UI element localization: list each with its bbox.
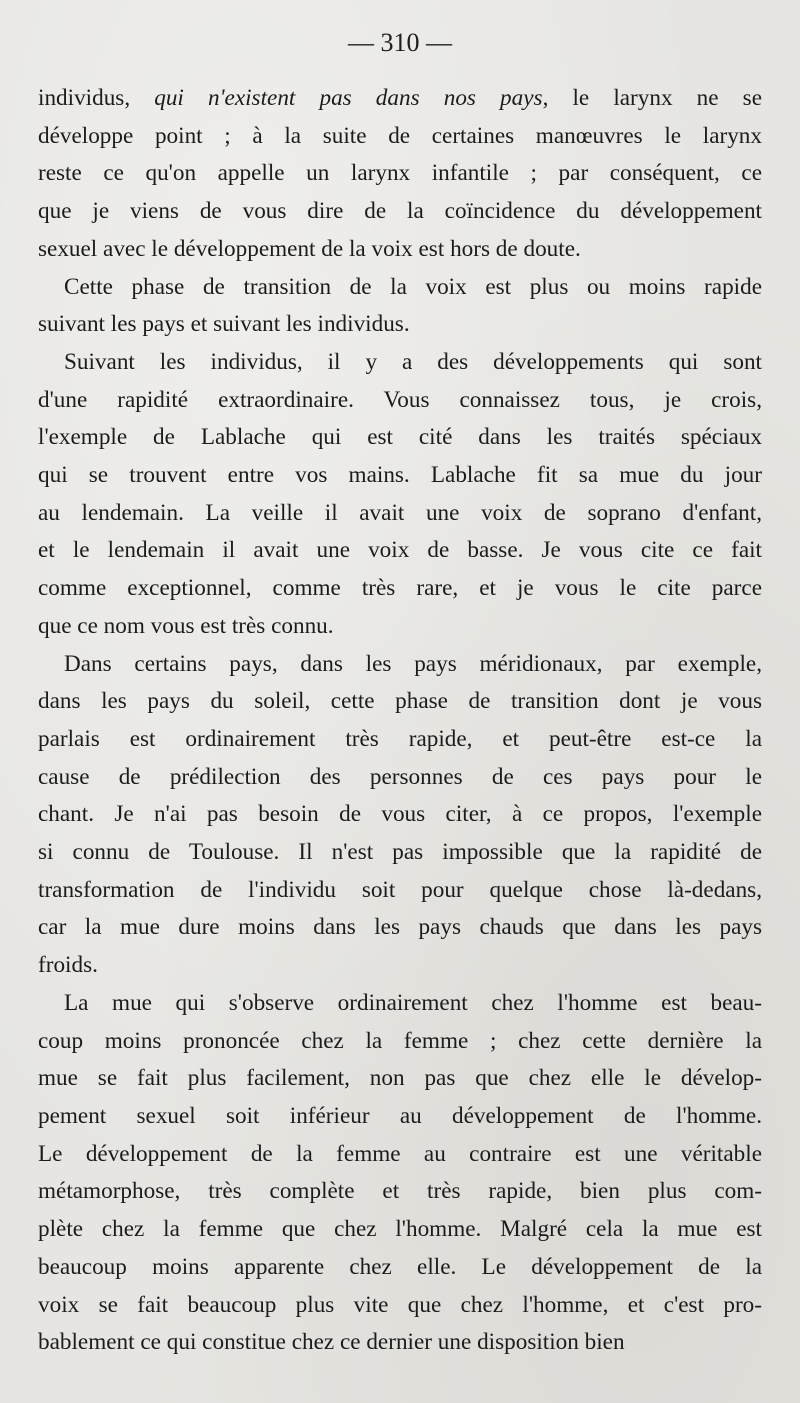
text-line: dans les pays du soleil, cette phase de transition dont je vous — [38, 688, 762, 715]
paragraph — [38, 985, 762, 1362]
text-line: Cette phase de transition de la voix est plus ou moins rapide — [64, 273, 762, 300]
text-line: voix se fait beaucoup plus vite que chez l'homme, et c'est pro- — [38, 1291, 762, 1318]
text-line: comme exceptionnel, comme très rare, et je vous le cite parce — [38, 575, 762, 602]
line-text: individus, — [38, 85, 155, 111]
text-line: que ce nom vous est très connu. — [38, 612, 334, 639]
text-line: transformation de l'individu soit pour quelque chose là-dedans, — [38, 876, 762, 903]
text-line: sexuel avec le développement de la voix est hors de doute. — [38, 235, 581, 262]
text-line: développe point ; à la suite de certaines manœuvres le larynx — [38, 122, 762, 149]
text-line: métamorphose, très complète et très rapide, bien plus com- — [38, 1178, 762, 1205]
page-number: — 310 — — [348, 28, 452, 57]
italic-phrase: qui n'existent pas dans nos pays — [154, 85, 543, 111]
text-line: car la mue dure moins dans les pays chauds que dans les pays — [38, 914, 762, 941]
text-line: d'une rapidité extraordinaire. Vous connaissez tous, je crois, — [38, 386, 762, 413]
text-line: suivant les pays et suivant les individus. — [38, 311, 410, 338]
text-line: au lendemain. La veille il avait une voix de soprano d'enfant, — [38, 499, 762, 526]
text-line: qui se trouvent entre vos mains. Lablache fit sa mue du jour — [38, 462, 762, 489]
text-line: beaucoup moins apparente chez elle. Le développement de la — [38, 1253, 762, 1280]
text-line: reste ce qu'on appelle un larynx infantile ; par conséquent, ce — [38, 160, 762, 187]
paragraph — [38, 80, 762, 269]
text-line: Suivant les individus, il y a des développements qui sont — [64, 348, 762, 375]
text-line: si connu de Toulouse. Il n'est pas impossible que la rapidité de — [38, 839, 762, 866]
text-line: que je viens de vous dire de la coïncidence du développement — [38, 198, 762, 225]
paragraph — [38, 344, 762, 646]
text-line: parlais est ordinairement très rapide, et peut-être est-ce la — [38, 725, 762, 752]
text-line: l'exemple de Lablache qui est cité dans les traités spéciaux — [38, 424, 762, 451]
body-text — [38, 80, 762, 1362]
text-line: chant. Je n'ai pas besoin de vous citer, à ce propos, l'exemple — [38, 801, 762, 828]
text-line: mue se fait plus facilement, non pas que chez elle le dévelop- — [38, 1065, 762, 1092]
text-line: et le lendemain il avait une voix de basse. Je vous cite ce fait — [38, 537, 762, 564]
text-line: coup moins prononcée chez la femme ; chez cette dernière la — [38, 1027, 762, 1054]
text-line: froids. — [38, 952, 98, 979]
paragraph — [38, 269, 762, 344]
text-line: La mue qui s'observe ordinairement chez l'homme est beau- — [64, 989, 762, 1016]
text-line: Dans certains pays, dans les pays méridionaux, par exemple, — [64, 650, 762, 677]
text-line — [38, 80, 762, 118]
line-text: , le larynx ne se — [542, 85, 762, 111]
text-line: pement sexuel soit inférieur au développement de l'homme. — [38, 1102, 762, 1129]
paragraph — [38, 646, 762, 985]
text-line: Le développement de la femme au contraire est une véritable — [38, 1140, 762, 1167]
text-line: cause de prédilection des personnes de ces pays pour le — [38, 763, 762, 790]
text-line: plète chez la femme que chez l'homme. Malgré cela la mue est — [38, 1216, 762, 1243]
text-line: bablement ce qui constitue chez ce dernier une disposition bien — [38, 1329, 625, 1356]
